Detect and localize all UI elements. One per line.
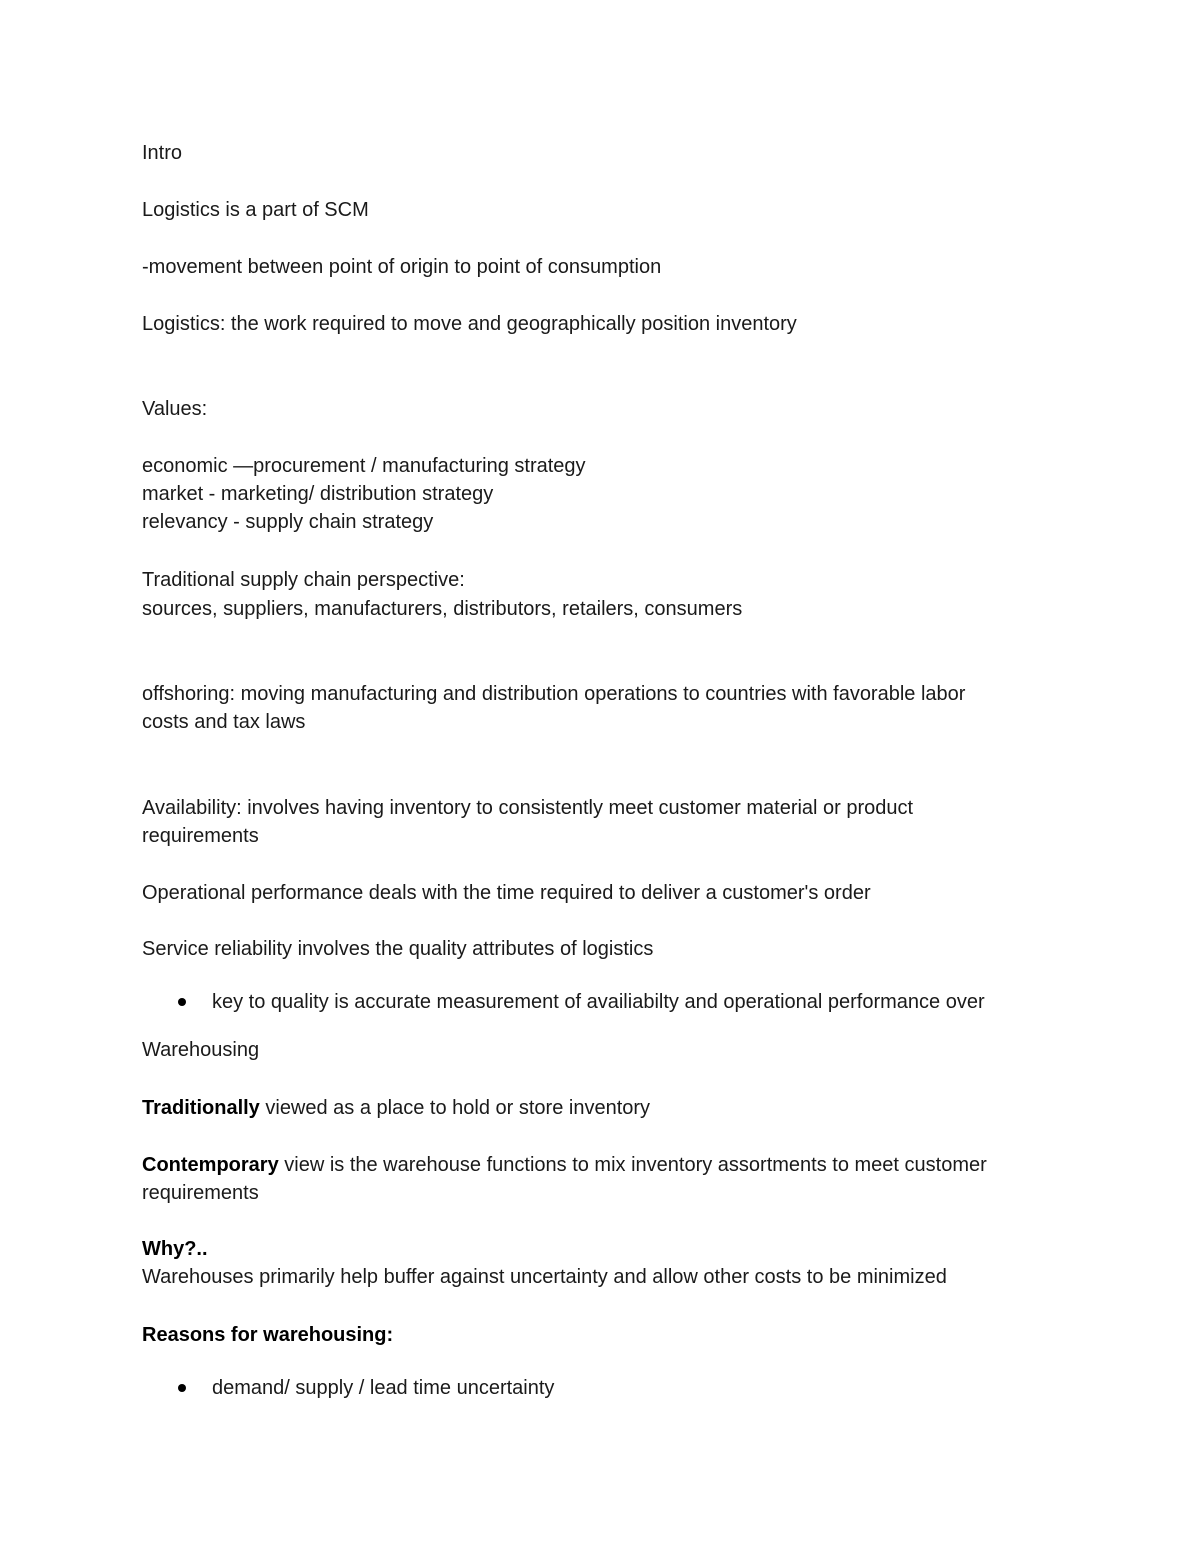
warehouses-primarily-line: Warehouses primarily help buffer against uncertainty and allow other costs to be minimized [142, 1266, 947, 1288]
movement-line: -movement between point of origin to point of consumption [142, 256, 662, 278]
bullet-demand-text: demand/ supply / lead time uncertainty [212, 1377, 555, 1399]
traditionally-line [142, 1094, 650, 1122]
bullet-quality-text: key to quality is accurate measurement of availiabilty and operational performance over [212, 991, 985, 1013]
contemporary-rest: view is the warehouse functions to mix inventory assortments to meet customer [278, 1154, 987, 1176]
contemporary-bold: Contemporary [142, 1154, 279, 1176]
why-heading: Why?.. [142, 1238, 208, 1260]
logistics-part-line: Logistics is a part of SCM [142, 199, 369, 221]
traditionally-bold: Traditionally [142, 1097, 260, 1119]
availability-line-1: Availability: involves having inventory to consistently meet customer material or product [142, 797, 914, 819]
contemporary-line-2: requirements [142, 1182, 259, 1204]
logistics-definition-line: Logistics: the work required to move and geographically position inventory [142, 313, 797, 335]
warehousing-heading: Warehousing [142, 1039, 260, 1061]
value-item-relevancy: relevancy - supply chain strategy [142, 511, 434, 533]
traditionally-rest: viewed as a place to hold or store inventory [259, 1097, 651, 1119]
operational-line: Operational performance deals with the time required to deliver a customer's order [142, 882, 871, 904]
values-heading: Values: [142, 398, 208, 420]
offshoring-line-1: offshoring: moving manufacturing and distribution operations to countries with favorable labor [142, 683, 966, 705]
service-reliability-line: Service reliability involves the quality attributes of logistics [142, 938, 654, 960]
availability-line-2: requirements [142, 825, 259, 847]
traditional-perspective-line: Traditional supply chain perspective: [142, 569, 465, 591]
bullet-icon [178, 998, 186, 1006]
intro-heading: Intro [142, 142, 183, 164]
offshoring-line-2: costs and tax laws [142, 711, 306, 733]
value-item-economic: economic —procurement / manufacturing strategy [142, 455, 586, 477]
bullet-icon [178, 1384, 186, 1392]
value-item-market: market - marketing/ distribution strategy [142, 483, 494, 505]
reasons-heading: Reasons for warehousing: [142, 1324, 394, 1346]
sources-list-line: sources, suppliers, manufacturers, distributors, retailers, consumers [142, 598, 743, 620]
contemporary-line [142, 1151, 987, 1179]
